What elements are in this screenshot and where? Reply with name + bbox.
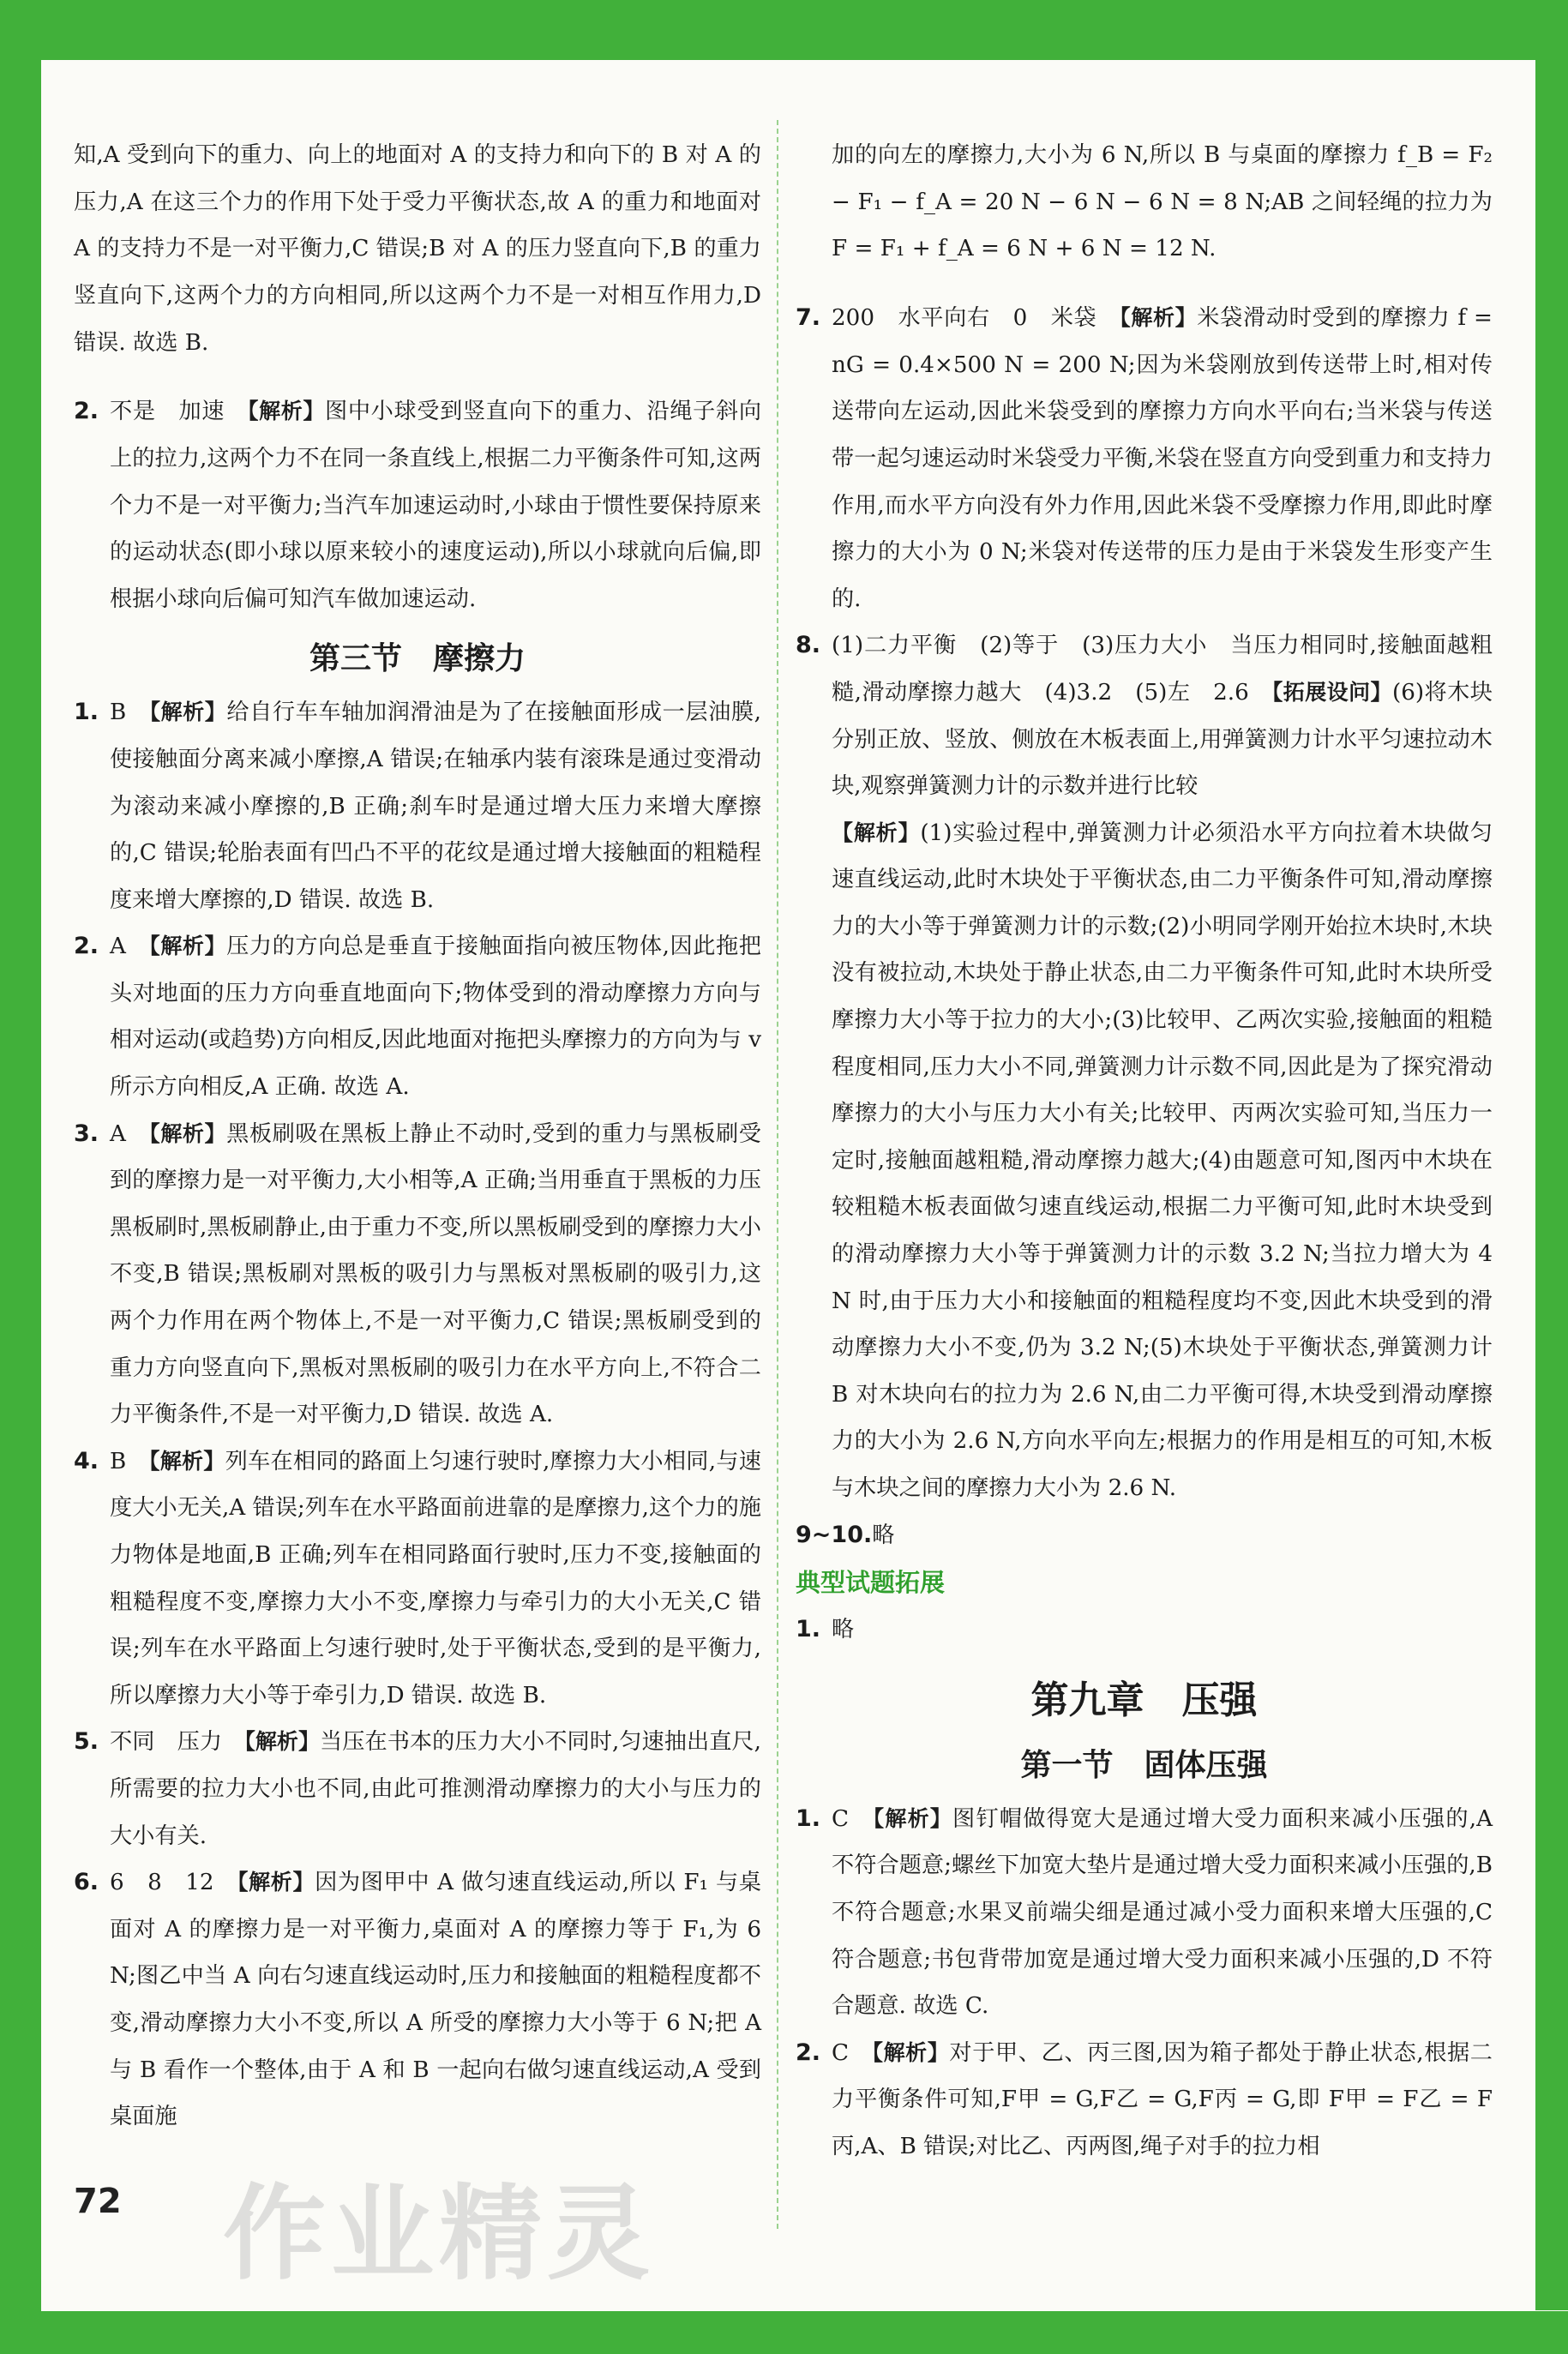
item-number: 3. <box>74 1120 99 1147</box>
answer-item-6 <box>74 1859 761 2141</box>
item-answer: 6 8 12 <box>110 1870 238 1896</box>
answer-item-9-10 <box>796 1512 1493 1559</box>
item-analysis: 图中小球受到竖直向下的重力、沿绳子斜向上的拉力,这两个力不在同一条直线上,根据二力平衡条件可知,这两个力不是一对平衡力;当汽车加速运动时,小球由于惯性要保持原来的运动状态(即小球以原来较小的速度运动),所以小球就向后偏,即根据小球向后偏可知汽车做加速运动. <box>110 399 762 612</box>
page-number: 72 <box>74 2182 122 2221</box>
item-body: 略 <box>832 1617 855 1643</box>
item-analysis: 给自行车车轴加润滑油是为了在接触面形成一层油膜,使接触面分离来减小摩擦,A 错误;在轴承内装有滚珠是通过变滑动为滚动来减小摩擦的,B 正确;刹车时是通过增大压力来增大摩擦的,C 错误;轮胎表面有凹凸不平的花纹是通过增大接触面的粗糙程度来增大摩擦的,D 错误. 故选 B. <box>110 700 761 913</box>
item-body <box>832 622 1493 1511</box>
bottom-green-band <box>0 2311 1568 2354</box>
item-analysis: 当压在书本的压力大小不同时,匀速抽出直尺,所需要的拉力大小也不同,由此可推测滑动摩擦力的大小与压力的大小有关. <box>110 1729 761 1849</box>
continued-answer-text: 知,A 受到向下的重力、向上的地面对 A 的支持力和向下的 B 对 A 的压力,A 在这三个力的作用下处于受力平衡状态,故 A 的重力和地面对 A 的支持力不是一对平衡力,C 错误;B 对 A 的压力竖直向下,B 的重力竖直向下,这两个力的方向相同,所以这两个力不是一对相互作用力,D 错误. 故选 B. <box>74 142 761 356</box>
item-answer: 不同 压力 <box>110 1729 245 1756</box>
answer-item-2 <box>796 2030 1493 2171</box>
item-number: 8. <box>796 632 821 659</box>
item-body <box>110 689 761 923</box>
answer-item-5 <box>74 1719 761 1859</box>
analysis-tag: 【解析】 <box>832 820 921 845</box>
item-body <box>110 388 761 622</box>
item-answer: C <box>832 2039 873 2066</box>
item-number: 4. <box>74 1447 99 1474</box>
analysis-tag: 【解析】 <box>149 700 227 725</box>
left-green-band <box>0 0 41 2354</box>
item-answer: B <box>110 1448 149 1474</box>
item-body <box>110 1111 761 1438</box>
item-body <box>832 1796 1493 2030</box>
item-answer: 不是 加速 <box>110 399 248 425</box>
analysis-tag: 【解析】 <box>149 1120 227 1146</box>
continued-answer-text: 加的向左的摩擦力,大小为 6 N,所以 B 与桌面的摩擦力 f_B = F₂ − F₁ − f_A = 20 N − 6 N − 6 N = 8 N;AB 之间轻绳的拉力为 F = F₁ + f_A = 6 N + 6 N = 12 N. <box>832 142 1493 262</box>
item-analysis: 列车在相同的路面上匀速行驶时,摩擦力大小相同,与速度大小无关,A 错误;列车在水平路面前进靠的是摩擦力,这个力的施力物体是地面,B 正确;列车在相同路面行驶时,压力不变,接触面的粗糙程度不变,摩擦力大小不变,摩擦力与牵引力的大小无关,C 错误;列车在水平路面上匀速行驶时,处于平衡状态,受到的是平衡力,所以摩擦力大小等于牵引力,D 错误. 故选 B. <box>110 1448 761 1708</box>
right-green-band <box>1535 60 1568 2310</box>
item-answer: (1)二力平衡 (2)等于 (3)压力大小 当压力相同时,接触面越粗糙,滑动摩擦力越大 (4)3.2 (5)左 2.6 <box>832 633 1493 706</box>
item-analysis: 对于甲、乙、丙三图,因为箱子都处于静止状态,根据二力平衡条件可知,F甲 = G,F乙 = G,F丙 = G,即 F甲 = F乙 = F丙,A、B 错误;对比乙、丙两图,绳子对手的拉力相 <box>832 2039 1493 2159</box>
item-extension-answer: (6)将木块分别正放、竖放、侧放在木板表面上,用弹簧测力计水平匀速拉动木块,观察弹簧测力计的示数并进行比较 <box>832 679 1493 800</box>
chapter-title: 第九章 压强 <box>1030 1678 1258 1722</box>
item-number: 2. <box>74 398 99 425</box>
item-answer: A <box>110 934 150 960</box>
answer-item-3 <box>74 1111 761 1438</box>
extension-tag: 【拓展设问】 <box>1271 679 1392 705</box>
analysis-tag: 【解析】 <box>237 1870 315 1895</box>
item-analysis: 图钉帽做得宽大是通过增大受力面积来减小压强的,A 不符合题意;螺丝下加宽大垫片是通过增大受力面积来减小压强的,B 不符合题意;水果叉前端尖细是通过减小受力面积来增大压强的,C 符合题意;书包背带加宽是通过增大受力面积来减小压强的,D 不符合题意. 故选 C. <box>832 1805 1493 2020</box>
item-body: 略 <box>872 1522 895 1548</box>
item-analysis: 黑板刷吸在黑板上静止不动时,受到的重力与黑板刷受到的摩擦力是一对平衡力,大小相等,A 正确;当用垂直于黑板的力压黑板刷时,黑板刷静止,由于重力不变,所以黑板刷受到的摩擦力大小不变,B 错误;黑板刷对黑板的吸引力与黑板对黑板刷的吸引力,这两个力作用在两个物体上,不是一对平衡力,C 错误;黑板刷受到的重力方向竖直向下,黑板对黑板刷的吸引力在水平方向上,不符合二力平衡条件,不是一对平衡力,D 错误. 故选 A. <box>110 1120 761 1428</box>
item-body <box>832 295 1493 622</box>
section-title-friction: 第三节 摩擦力 <box>309 641 526 677</box>
answer-item-7 <box>796 295 1493 622</box>
left-column <box>74 110 761 2141</box>
analysis-tag: 【解析】 <box>149 934 227 959</box>
column-divider <box>777 120 778 2229</box>
item-number: 5. <box>74 1728 99 1756</box>
typical-problems-heading: 典型试题拓展 <box>796 1568 946 1598</box>
item-analysis: 米袋滑动时受到的摩擦力 f = nG = 0.4×500 N = 200 N;因为米袋刚放到传送带上时,相对传送带向左运动,因此米袋受到的摩擦力方向水平向右;当米袋与传送带一起匀速运动时米袋受力平衡,米袋在竖直方向受到重力和支持力作用,而水平方向没有外力作用,因此米袋不受摩擦力作用,即此时摩擦力的大小为 0 N;米袋对传送带的压力是由于米袋发生形变产生的. <box>832 305 1493 612</box>
item-body <box>110 1719 761 1859</box>
item-analysis: 因为图甲中 A 做匀速直线运动,所以 F₁ 与桌面对 A 的摩擦力是一对平衡力,桌面对 A 的摩擦力等于 F₁,为 6 N;图乙中当 A 向右匀速直线运动时,压力和接触面的粗糙程度都不变,滑动摩擦力大小不变,所以 A 所受的摩擦力大小等于 6 N;把 A 与 B 看作一个整体,由于 A 和 B 一起向右做匀速直线运动,A 受到桌面施 <box>110 1870 761 2130</box>
item-answer: C <box>832 1805 874 1832</box>
item-number: 1. <box>74 699 99 726</box>
item-body <box>110 1859 761 2141</box>
item-answer: 200 水平向右 0 米袋 <box>832 305 1120 332</box>
item-number: 1. <box>796 1805 821 1832</box>
item-number: 9~10. <box>796 1521 873 1548</box>
section-title-solid-pressure: 第一节 固体压强 <box>1020 1747 1268 1783</box>
answer-item-1 <box>74 689 761 923</box>
item-number: 7. <box>796 304 821 332</box>
answer-item-8 <box>796 622 1493 1511</box>
watermark: 作业精灵 <box>223 2175 655 2294</box>
item-number: 6. <box>74 1869 99 1896</box>
answer-item-2 <box>74 388 761 622</box>
top-green-band <box>0 0 1568 60</box>
answer-item-1 <box>796 1796 1493 2030</box>
analysis-tag: 【解析】 <box>873 1805 952 1831</box>
item-answer: B <box>110 700 150 726</box>
item-number: 2. <box>74 933 99 960</box>
analysis-tag: 【解析】 <box>872 2039 950 2065</box>
analysis-tag: 【解析】 <box>1120 305 1198 331</box>
right-column <box>796 110 1493 2171</box>
item-number: 2. <box>796 2039 821 2066</box>
item-number: 1. <box>796 1616 821 1643</box>
item-body <box>110 1438 761 1720</box>
analysis-tag: 【解析】 <box>247 399 325 424</box>
answer-item-4 <box>74 1438 761 1720</box>
analysis-tag: 【解析】 <box>244 1729 321 1755</box>
analysis-tag: 【解析】 <box>148 1448 225 1474</box>
answer-item-2 <box>74 923 761 1110</box>
typical-item-1 <box>796 1606 1493 1654</box>
item-analysis: 压力的方向总是垂直于接触面指向被压物体,因此拖把头对地面的压力方向垂直地面向下;物体受到的滑动摩擦力方向与相对运动(或趋势)方向相反,因此地面对拖把头摩擦力的方向为与 v 所示方向相反,A 正确. 故选 A. <box>110 934 761 1101</box>
item-body <box>110 923 761 1110</box>
item-body <box>832 2030 1493 2171</box>
item-answer: A <box>110 1120 150 1147</box>
item-analysis: (1)实验过程中,弹簧测力计必须沿水平方向拉着木块做匀速直线运动,此时木块处于平衡状态,由二力平衡条件可知,滑动摩擦力的大小等于弹簧测力计的示数;(2)小明同学刚开始拉木块时,木块没有被拉动,木块处于静止状态,由二力平衡条件可知,此时木块所受摩擦力大小等于拉力的大小;(3)比较甲、乙两次实验,接触面的粗糙程度相同,压力大小不同,弹簧测力计示数不同,因此是为了探究滑动摩擦力的大小与压力大小有关;比较甲、丙两次实验可知,当压力一定时,接触面越粗糙,滑动摩擦力越大;(4)由题意可知,图丙中木块在较粗糙木板表面做匀速直线运动,根据二力平衡可知,此时木块受到的滑动摩擦力大小等于弹簧测力计的示数 3.2 N;当拉力增大为 4 N 时,由于压力大小和接触面的粗糙程度均不变,因此木块受到的滑动摩擦力大小不变,仍为 3.2 N;(5)木块处于平衡状态,弹簧测力计 B 对木块向右的拉力为 2.6 N,由二力平衡可得,木块受到滑动摩擦力的大小为 2.6 N,方向水平向左;根据力的作用是相互的可知,木板与木块之间的摩擦力大小为 2.6 N. <box>832 820 1493 1501</box>
